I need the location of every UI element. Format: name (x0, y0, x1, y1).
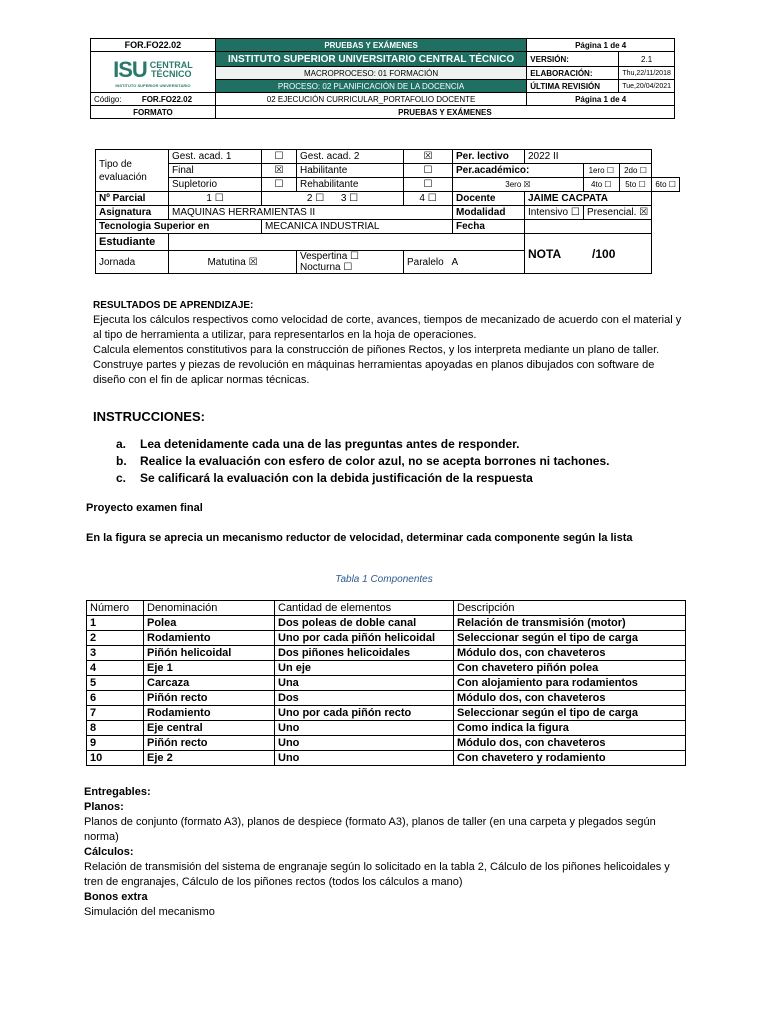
resultados-paragraph-3: Construye partes y piezas de revolución en máquinas herramientas apoyadas en planos dibujados con software de diseño con el fin de aplicar normas técnicas. (93, 359, 655, 386)
jornada-label: Jornada (96, 251, 169, 274)
macroproceso: MACROPROCESO: 01 FORMACIÓN (215, 67, 526, 80)
cell: 2 (87, 631, 144, 646)
table-row (87, 691, 686, 706)
sem6-checkbox[interactable]: ☐ (668, 180, 676, 189)
cell: Con chavetero piñón polea (454, 661, 686, 676)
presencial-option[interactable] (583, 206, 651, 220)
parcial-4-checkbox[interactable]: ☐ (427, 193, 437, 204)
instrucciones-section (93, 409, 683, 487)
instruccion-text: Realice la evaluación con esfero de color azul, no se acepta borrones ni tachones. (140, 454, 610, 468)
table-row (87, 751, 686, 766)
sem5-option[interactable] (619, 178, 652, 192)
codigo-label: Código: (94, 94, 122, 104)
cell: Eje 2 (144, 751, 275, 766)
instrucciones-title: INSTRUCCIONES: (93, 409, 205, 424)
cell: Eje central (144, 721, 275, 736)
components-table (86, 600, 686, 766)
cell: Uno (275, 751, 454, 766)
cell: Dos poleas de doble canal (275, 616, 454, 631)
resultados-paragraph-2: Calcula elementos constitutivos para la construcción de piñones Rectos, y los interpreta mediante un plano de taller. (93, 344, 660, 356)
cell: 6 (87, 691, 144, 706)
final-checkbox[interactable]: ☒ (262, 164, 297, 178)
proyecto-description: En la figura se aprecia un mecanismo reductor de velocidad, determinar cada componente según la lista (86, 532, 633, 544)
evaluation-info-table (95, 149, 680, 274)
presencial-checkbox[interactable]: ☒ (639, 207, 649, 218)
cell: 8 (87, 721, 144, 736)
sem3-option[interactable] (453, 178, 584, 192)
instruccion-text: Se calificará la evaluación con la debida justificación de la respuesta (140, 471, 533, 485)
resultados-section (93, 298, 683, 388)
cell: 4 (87, 661, 144, 676)
sem4-option[interactable] (583, 178, 619, 192)
institute-name: INSTITUTO SUPERIOR UNIVERSITARIO CENTRAL TÉCNICO (215, 52, 526, 67)
table-row (87, 646, 686, 661)
cell: Seleccionar según el tipo de carga (454, 631, 686, 646)
cell: Dos piñones helicoidales (275, 646, 454, 661)
proyecto-title: Proyecto examen final (86, 502, 203, 514)
header-cell: Descripción (454, 601, 686, 616)
cell: Módulo dos, con chaveteros (454, 736, 686, 751)
header-page-second: Página 1 de 4 (527, 93, 675, 106)
planos-title: Planos: (84, 801, 124, 813)
cell: Con alojamiento para rodamientos (454, 676, 686, 691)
subproceso: 02 EJECUCIÓN CURRICULAR_PORTAFOLIO DOCENTE (215, 93, 526, 106)
logo-tecnico-text: TÉCNICO (151, 68, 192, 79)
modalidad-label: Modalidad (453, 206, 525, 220)
sem6-label: 6to (655, 180, 667, 189)
cell: Seleccionar según el tipo de carga (454, 706, 686, 721)
docente-value: JAIME CACPATA (525, 192, 652, 206)
cell: Como indica la figura (454, 721, 686, 736)
cell: Polea (144, 616, 275, 631)
header-cell: Denominación (144, 601, 275, 616)
nocturna-label: Nocturna (300, 262, 341, 273)
formato-label: FORMATO (91, 106, 216, 119)
header-title-top: PRUEBAS Y EXÁMENES (215, 39, 526, 52)
cell: Uno por cada piñón recto (275, 706, 454, 721)
cell: Piñón helicoidal (144, 646, 275, 661)
logo-subtitle: INSTITUTO SUPERIOR UNIVERSITARIO (115, 82, 191, 88)
sem5-checkbox[interactable]: ☐ (638, 180, 646, 189)
logo-isu-text: ISU (113, 56, 147, 82)
sem2-label: 2do (624, 166, 638, 175)
sem3-label: 3ero (505, 180, 522, 189)
bonos-text: Simulación del mecanismo (84, 906, 215, 918)
nota-total: /100 (592, 246, 616, 261)
sem1-label: 1ero (588, 166, 605, 175)
parcial-label: Nº Parcial (96, 192, 169, 206)
sem4-checkbox[interactable]: ☐ (604, 180, 612, 189)
sem2-option[interactable] (619, 164, 652, 178)
cell: Relación de transmisión (motor) (454, 616, 686, 631)
parcial-2-option[interactable] (262, 192, 404, 206)
header-code-top: FOR.FO22.02 (91, 39, 216, 52)
version-value: 2.1 (619, 52, 675, 67)
table-row (87, 631, 686, 646)
logo-central-text: CENTRAL (149, 59, 193, 70)
nota-label: NOTA (528, 246, 561, 261)
sem1-checkbox[interactable]: ☐ (606, 166, 614, 175)
cell: Rodamiento (144, 631, 275, 646)
instruccion-item (93, 436, 683, 453)
parcial-4-label: 4 (419, 193, 425, 204)
asignatura-label: Asignatura (96, 206, 169, 220)
per-lectivo-label: Per. lectivo (453, 150, 525, 164)
parcial-3-label: 3 (340, 193, 347, 204)
vespertina-option[interactable] (297, 251, 404, 274)
docente-label: Docente (453, 192, 525, 206)
cell: 10 (87, 751, 144, 766)
rehabilitante-label: Rehabilitante (297, 178, 404, 192)
cell: Rodamiento (144, 706, 275, 721)
table-header-row (87, 601, 686, 616)
asignatura-value: MAQUINAS HERRAMIENTAS II (169, 206, 453, 220)
parcial-1-checkbox[interactable]: ☐ (214, 193, 224, 204)
cell: Eje 1 (144, 661, 275, 676)
matutina-label: Matutina (207, 256, 246, 268)
cell: Uno (275, 721, 454, 736)
presencial-label: Presencial. (586, 207, 637, 218)
elaboracion-label: ELABORACIÓN: (527, 67, 619, 80)
matutina-option[interactable] (169, 251, 297, 274)
parcial-1-option[interactable] (169, 192, 262, 206)
table-row (87, 721, 686, 736)
instruccion-text: Lea detenidamente cada una de las preguntas antes de responder. (140, 437, 520, 451)
sem4-label: 4to (591, 180, 603, 189)
sem2-checkbox[interactable]: ☐ (639, 166, 647, 175)
intensivo-checkbox[interactable]: ☐ (570, 207, 580, 218)
intensivo-label: Intensivo (528, 207, 569, 218)
table-row (87, 616, 686, 631)
table-caption: Tabla 1 Componentes (335, 574, 433, 585)
instruccion-mark: b. (116, 454, 127, 468)
table-row (87, 661, 686, 676)
parcial-2-checkbox[interactable]: ☐ (315, 193, 325, 204)
document-header (90, 38, 675, 119)
revision-label: ÚLTIMA REVISIÓN (527, 80, 619, 93)
per-academico-label: Per.académico: (453, 164, 584, 178)
cell: Un eje (275, 661, 454, 676)
habilitante-checkbox[interactable]: ☐ (404, 164, 453, 178)
gest2-checkbox[interactable]: ☒ (404, 150, 453, 164)
entregables-section (84, 785, 684, 920)
estudiante-label: Estudiante (96, 234, 169, 251)
per-lectivo-value: 2022 II (525, 150, 652, 164)
planos-text: Planos de conjunto (formato A3), planos de despiece (formato A3), planos de taller (en una carpeta y plegados según norma) (84, 816, 656, 843)
elaboracion-value: Thu,22/11/2018 (619, 67, 675, 80)
cell: Carcaza (144, 676, 275, 691)
rehabilitante-checkbox[interactable]: ☐ (404, 178, 453, 192)
cell: 3 (87, 646, 144, 661)
gest2-label: Gest. acad. 2 (297, 150, 404, 164)
final-label: Final (169, 164, 262, 178)
paralelo-value: A (451, 256, 459, 268)
gest1-checkbox[interactable]: ☐ (262, 150, 297, 164)
estudiante-field[interactable] (169, 234, 525, 251)
nocturna-checkbox[interactable]: ☐ (343, 262, 353, 273)
institute-logo (91, 52, 216, 93)
cell: 5 (87, 676, 144, 691)
calculos-text: Relación de transmisión del sistema de engranaje según lo solicitado en la tabla 2, Cálculo de los piñones helicoidales y tren de engranajes, Cálculo de los piñones rectos (todos los cálculos a mano) (84, 861, 670, 888)
parcial-2-label: 2 (306, 193, 313, 204)
cell: Piñón recto (144, 691, 275, 706)
instruccion-item (93, 470, 683, 487)
gest1-label: Gest. acad. 1 (169, 150, 262, 164)
revision-value: Tue,20/04/2021 (619, 80, 675, 93)
supletorio-label: Supletorio (169, 178, 262, 192)
cell: Módulo dos, con chaveteros (454, 691, 686, 706)
paralelo-label: Paralelo (407, 256, 444, 268)
sem5-label: 5to (625, 180, 637, 189)
instruccion-mark: c. (116, 471, 127, 485)
header-page-top: Página 1 de 4 (527, 39, 675, 52)
supletorio-checkbox[interactable]: ☐ (262, 178, 297, 192)
intensivo-option[interactable] (525, 206, 584, 220)
parcial-3-checkbox[interactable]: ☐ (349, 193, 359, 204)
instruccion-mark: a. (116, 437, 127, 451)
header-cell: Cantidad de elementos (275, 601, 454, 616)
bonos-title: Bonos extra (84, 891, 148, 903)
cell: 7 (87, 706, 144, 721)
calculos-title: Cálculos: (84, 846, 134, 858)
instruccion-item (93, 453, 683, 470)
cell: Una (275, 676, 454, 691)
paralelo-cell (404, 251, 525, 274)
header-cell: Número (87, 601, 144, 616)
codigo-value: FOR.FO22.02 (141, 94, 193, 104)
entregables-title: Entregables: (84, 786, 151, 798)
proceso: PROCESO: 02 PLANIFICACIÓN DE LA DOCENCIA (215, 80, 526, 93)
sem1-option[interactable] (583, 164, 619, 178)
parcial-1-label: 1 (206, 193, 212, 204)
cell: Módulo dos, con chaveteros (454, 646, 686, 661)
vespertina-checkbox[interactable]: ☐ (350, 251, 360, 262)
sem6-option[interactable] (652, 178, 680, 192)
cell: Uno (275, 736, 454, 751)
table-row (87, 676, 686, 691)
resultados-paragraph-1: Ejecuta los cálculos respectivos como velocidad de corte, avances, tiempos de mecanizado de acuerdo con el material y al tipo de herramienta a utilizar, para representarlos en la hoja de operaciones. (93, 314, 682, 341)
cell: 9 (87, 736, 144, 751)
fecha-field[interactable] (525, 220, 652, 234)
cell: 1 (87, 616, 144, 631)
habilitante-label: Habilitante (297, 164, 404, 178)
codigo-cell (91, 93, 216, 106)
cell: Uno por cada piñón helicoidal (275, 631, 454, 646)
matutina-checkbox[interactable]: ☒ (248, 256, 258, 268)
sem3-checkbox[interactable]: ☒ (523, 180, 531, 189)
version-label: VERSIÓN: (527, 52, 619, 67)
formato-title: PRUEBAS Y EXÁMENES (215, 106, 674, 119)
instrucciones-list (93, 436, 683, 487)
cell: Dos (275, 691, 454, 706)
parcial-4-option[interactable] (404, 192, 453, 206)
tecnologia-value: MECANICA INDUSTRIAL (262, 220, 453, 234)
fecha-label: Fecha (453, 220, 525, 234)
cell: Piñón recto (144, 736, 275, 751)
resultados-title: RESULTADOS DE APRENDIZAJE: (93, 300, 254, 311)
cell: Con chavetero y rodamiento (454, 751, 686, 766)
tipo-evaluacion-label: Tipo de evaluación (96, 150, 169, 192)
vespertina-label: Vespertina (300, 251, 348, 262)
table-row (87, 706, 686, 721)
nota-cell (525, 234, 652, 274)
table-row (87, 736, 686, 751)
tecnologia-label: Tecnologia Superior en (96, 220, 262, 234)
